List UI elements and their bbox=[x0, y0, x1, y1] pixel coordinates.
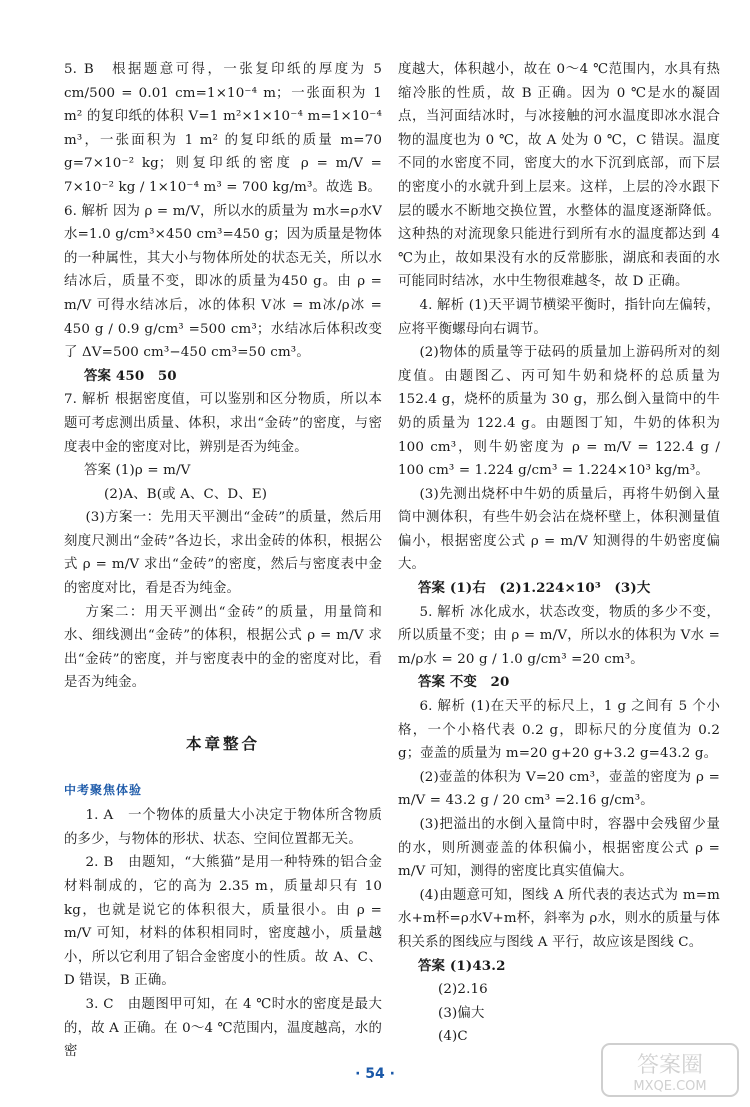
answer-item-6: 6. 解析 因为 ρ = m/V，所以水的质量为 m水=ρ水V水=1.0 g/cm³×450 cm³=450 g；因为质量是物体的一种属性，其大小与物体所处的状态无关，所以水结冰后，质量不变，即冰的质量为450 g。由 ρ = m/V 可得水结冰后，冰的体积 V冰 = m冰/ρ冰 = 450 g / 0.9 g/cm³ =500 cm³；水结冰后体积改变了 ΔV=500 cm³−450 cm³=50 cm³。 bbox=[64, 203, 382, 361]
exam-item-6-part-4: (4)由题意可知，图线 A 所代表的表达式为 m=m水+m杯=ρ水V+m杯，斜率为 ρ水，则水的质量与体积关系的图线应与图线 A 平行，故应该是图线 C。 bbox=[398, 887, 720, 950]
exam-item-6-answer-3: (3)偏大 bbox=[438, 1005, 485, 1021]
exam-item-6-part-3: (3)把溢出的水倒入量筒中时，容器中会残留少量的水，则所测壶盖的体积偏小，根据密度公式 ρ = m/V 可知，测得的密度比真实值偏大。 bbox=[398, 817, 720, 880]
answer-7-part-3: (3)方案一：先用天平测出“金砖”的质量，然后用刻度尺测出“金砖”各边长，求出金砖的体积，根据公式 ρ = m/V 求出“金砖”的密度，然后与密度表中金的密度对比，看是否为纯金。 bbox=[64, 510, 382, 597]
exam-item-6-answer-4: (4)C bbox=[438, 1029, 468, 1045]
section-title: 本章整合 bbox=[185, 735, 260, 754]
right-column bbox=[398, 58, 720, 1049]
exam-item-4-answer: 答案 (1)右 (2)1.224×10³ (3)大 bbox=[418, 580, 651, 597]
exam-item-3: 3. C 由题图甲可知，在 4 ℃时水的密度是最大的，故 A 正确。在 0～4 ℃范围内，温度越高，水的密 bbox=[64, 996, 382, 1060]
watermark-logo bbox=[600, 1040, 740, 1100]
answer-item-5: 5. B 根据题意可得，一张复印纸的厚度为 5 cm/500 = 0.01 cm=1×10⁻⁴ m；一张面积为 1 m² 的复印纸的体积 V=1 m²×1×10⁻⁴ m=1×10⁻⁴ m³，一张面积为 1 m² 的复印纸的质量 m=70 g=7×10⁻² kg；则复印纸的密度 ρ = m/V = 7×10⁻² kg / 1×10⁻⁴ m³ = 700 kg/m³。故选 B。 bbox=[64, 62, 382, 195]
exam-item-5-answer: 答案 不变 20 bbox=[418, 674, 510, 691]
exam-item-3-continued: 度越大，体积越小，故在 0～4 ℃范围内，水具有热缩冷胀的性质，故 B 正确。因为 0 ℃是水的凝固点，当河面结冰时，与冰接触的河水温度即冰水混合物的温度也为 0 ℃，故 A 处为 0 ℃，C 错误。温度不同的水密度不同，密度大的水下沉到底部，而下层的密度小的水就升到上层来。这样，上层的冷水跟下层的暖水不断地交换位置，水整体的温度逐渐降低。这种热的对流现象只能进行到所有水的温度都达到 4 ℃为止，故如果没有水的反常膨胀，湖底和表面的水可能同时结冰，水中生物很难越冬，故 D 正确。 bbox=[398, 62, 720, 290]
exam-item-4-part-1: 4. 解析 (1)天平调节横梁平衡时，指针向左偏转，应将平衡螺母向右调节。 bbox=[398, 297, 720, 337]
page-number: · 54 · bbox=[355, 1066, 395, 1082]
exam-item-6-part-1: 6. 解析 (1)在天平的标尺上，1 g 之间有 5 个小格，一个小格代表 0.2 g，即标尺的分度值为 0.2 g；壶盖的质量为 m=20 g+20 g+3.2 g=43.2 g。 bbox=[398, 699, 720, 762]
answer-7-part-1: 答案 (1)ρ = m/V bbox=[84, 463, 191, 479]
answer-7-part-2: (2)A、B(或 A、C、D、E) bbox=[104, 486, 268, 502]
exam-item-6-answer-2: (2)2.16 bbox=[438, 982, 488, 998]
left-column bbox=[64, 58, 382, 1064]
exam-item-4-part-3: (3)先测出烧杯中牛奶的质量后，再将牛奶倒入量筒中测体积，有些牛奶会沾在烧杯壁上，体积测量值偏小，根据密度公式 ρ = m/V 知测得的牛奶密度偏大。 bbox=[398, 486, 720, 573]
exam-item-5: 5. 解析 冰化成水，状态改变，物质的多少不变，所以质量不变；由 ρ = m/V，所以水的体积为 V水 = m/ρ水 = 20 g / 1.0 g/cm³ =20 cm³。 bbox=[398, 604, 720, 667]
exam-item-6-part-2: (2)壶盖的体积为 V=20 cm³，壶盖的密度为 ρ = m/V = 43.2 g / 20 cm³ =2.16 g/cm³。 bbox=[398, 769, 720, 809]
answer-6-result: 答案 450 50 bbox=[84, 367, 177, 384]
exam-item-6-answer: 答案 (1)43.2 bbox=[418, 957, 506, 974]
exam-item-4-part-2: (2)物体的质量等于砝码的质量加上游码所对的刻度值。由题图乙、丙可知牛奶和烧杯的总质量为 152.4 g，烧杯的质量为 30 g，那么倒入量筒中的牛奶的质量为 122.4 g。由题图丁知，牛奶的体积为 100 cm³，则牛奶密度为 ρ = m/V = 122.4 g / 100 cm³ = 1.224 g/cm³ = 1.224×10³ kg/m³。 bbox=[398, 345, 720, 479]
svg-text:答案圈: 答案圈 bbox=[636, 1053, 704, 1078]
answer-7-part-4: 方案二：用天平测出“金砖”的质量，用量筒和水、细线测出“金砖”的体积，根据公式 ρ = m/V 求出“金砖”的密度，并与密度表中的金的密度对比，看是否为纯金。 bbox=[64, 604, 382, 691]
exam-item-1: 1. A 一个物体的质量大小决定于物体所含物质的多少，与物体的形状、状态、空间位置都无关。 bbox=[64, 808, 382, 847]
exam-item-2: 2. B 由题知，“大熊猫”是用一种特殊的铝合金材料制成的，它的高为 2.35 m，质量却只有 10 kg，也就是说它的体积很大，质量很小。由 ρ = m/V 可知，材料的体积相同时，密度越小，质量越小，所以它利用了铝合金密度小的性质。故 A、C、D 错误，B 正确。 bbox=[64, 855, 382, 989]
answer-item-7: 7. 解析 根据密度值，可以鉴别和区分物质，所以本题可考虑测出质量、体积，求出“金砖”的密度，与密度表中金的密度对比，辨别是否为纯金。 bbox=[64, 392, 382, 455]
exam-focus-label: 中考聚焦体验 bbox=[64, 782, 143, 797]
svg-text:MXQE.COM: MXQE.COM bbox=[633, 1079, 707, 1094]
